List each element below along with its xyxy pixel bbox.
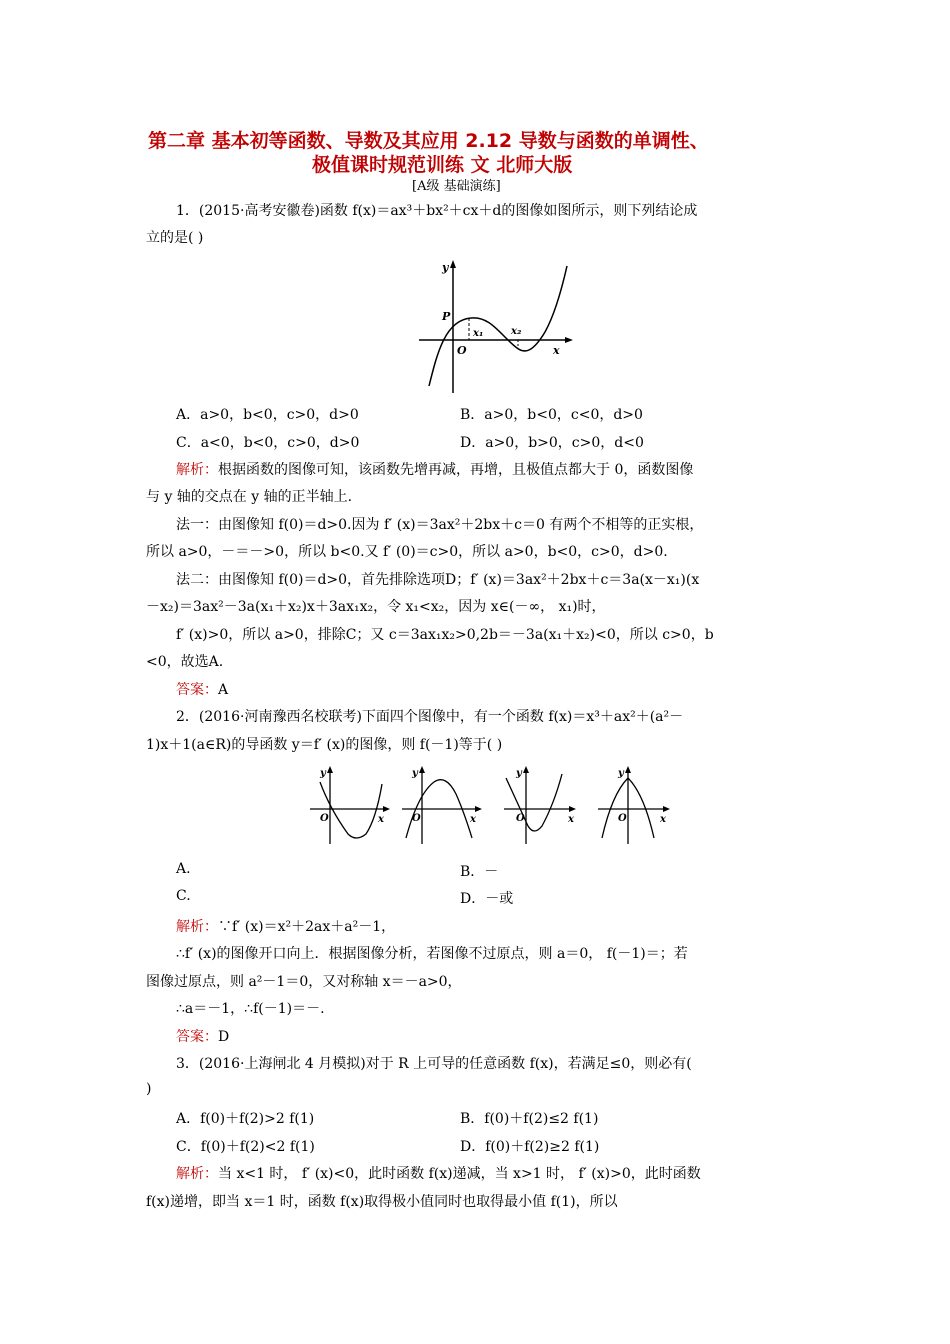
svg-text:x: x <box>470 814 476 825</box>
q2-stem-line-1: 2．(2016·河南豫西名校联考)下面四个图像中，有一个函数 f(x)＝x³＋ax²＋(a²－ <box>176 709 684 725</box>
q1-label-x: x <box>553 344 560 357</box>
q3-stem-line-2: ) <box>146 1081 152 1097</box>
svg-text:y: y <box>320 768 326 779</box>
q3-option-c: C．f(0)＋f(2)<2 f(1) <box>176 1139 315 1155</box>
q1-method2-line-1: 法二：由图像知 f(0)＝d>0，首先排除选项D；f′ (x)＝3ax²＋2bx＋c＝3a(x－x₁)(x <box>176 572 700 588</box>
q1-label-o: O <box>457 344 467 357</box>
q3-analysis-line-1: 解析：当 x<1 时， f′ (x)<0，此时函数 f(x)递减，当 x>1 时， f′ (x)>0，此时函数 <box>176 1166 701 1182</box>
q3-option-a: A．f(0)＋f(2)>2 f(1) <box>176 1111 315 1127</box>
svg-text:O: O <box>320 813 329 824</box>
q1-label-p: P <box>442 310 451 323</box>
q2-graph-2 <box>402 766 482 844</box>
q3-option-b: B．f(0)＋f(2)≤2 f(1) <box>460 1111 599 1127</box>
q2-option-d: D．－或 <box>460 891 514 907</box>
q1-method1-line-2: 所以 a>0，－＝－>0，所以 b<0.又 f′ (0)＝c>0，所以 a>0，b<0，c>0，d>0. <box>146 544 668 560</box>
svg-text:O: O <box>412 813 421 824</box>
q1-label-x2: x₂ <box>511 326 522 337</box>
svg-text:O: O <box>618 813 627 824</box>
q1-method2-line-4: <0，故选A. <box>146 654 224 670</box>
q2-stem-line-2: 1)x＋1(a∈R)的导函数 y＝f′ (x)的图像，则 f(－1)等于( ) <box>146 737 503 753</box>
q1-method2-line-2: －x₂)＝3ax²－3a(x₁＋x₂)x＋3ax₁x₂，令 x₁<x₂，因为 x∈(－∞， x₁)时， <box>146 599 606 615</box>
svg-text:x: x <box>660 814 666 825</box>
title-line-2: 极值课时规范训练 文 北师大版 <box>312 154 573 176</box>
q2-option-c: C. <box>176 888 191 904</box>
q1-answer: 答案：A <box>176 682 229 698</box>
q1-analysis-line-1: 解析：根据函数的图像可知，该函数先增再减，再增，且极值点都大于 0，函数图像 <box>176 462 694 478</box>
q2-analysis-line-1: 解析：∵f′ (x)＝x²＋2ax＋a²－1， <box>176 919 396 935</box>
q2-option-a: A. <box>176 861 191 877</box>
q3-analysis-line-2: f(x)递增，即当 x＝1 时，函数 f(x)取得极小值同时也取得最小值 f(1)，所以 <box>146 1194 618 1210</box>
q2-answer: 答案：D <box>176 1029 230 1045</box>
q2-analysis-line-2: ∴f′ (x)的图像开口向上．根据图像分析，若图像不过原点，则 a＝0， f(－1)＝；若 <box>176 946 688 962</box>
q1-method1-line-1: 法一：由图像知 f(0)＝d>0.因为 f′ (x)＝3ax²＋2bx＋c＝0 有两个不相等的正实根， <box>176 517 704 533</box>
q1-option-d: D．a>0，b>0，c>0，d<0 <box>460 435 644 451</box>
level-label: [A级 基础演练] <box>412 179 501 194</box>
svg-text:y: y <box>412 768 418 779</box>
q1-cubic-graph <box>405 258 580 398</box>
svg-text:y: y <box>516 768 522 779</box>
q1-stem-line-1: 1．(2015·高考安徽卷)函数 f(x)＝ax³＋bx²＋cx＋d的图像如图所示，则下列结论成 <box>176 203 698 219</box>
q3-stem-line-1: 3．(2016·上海闸北 4 月模拟)对于 R 上可导的任意函数 f(x)，若满足≤0，则必有( <box>176 1056 692 1072</box>
svg-text:x: x <box>568 814 574 825</box>
q1-option-b: B．a>0，b<0，c<0，d>0 <box>460 407 643 423</box>
title-line-1: 第二章 基本初等函数、导数及其应用 2.12 导数与函数的单调性、 <box>148 130 709 152</box>
q2-graph-3 <box>504 766 576 844</box>
q1-analysis-line-2: 与 y 轴的交点在 y 轴的正半轴上. <box>146 489 353 505</box>
q1-method2-line-3: f′ (x)>0，所以 a>0，排除C；又 c＝3ax₁x₂>0,2b＝－3a(x₁＋x₂)<0，所以 c>0，b <box>176 627 714 643</box>
q2-option-b: B．－ <box>460 864 499 880</box>
q1-stem-line-2: 立的是( ) <box>146 230 204 246</box>
svg-text:y: y <box>618 768 624 779</box>
q1-analysis-label: 解析： <box>176 462 218 478</box>
svg-text:O: O <box>516 813 525 824</box>
q2-graph-4 <box>598 766 670 844</box>
q1-option-a: A．a>0，b<0，c>0，d>0 <box>176 407 359 423</box>
q1-label-y: y <box>442 261 449 274</box>
q1-cubic-curve <box>429 266 567 386</box>
q1-option-c: C．a<0，b<0，c>0，d>0 <box>176 435 360 451</box>
q2-analysis-line-3: 图像过原点，则 a²－1＝0，又对称轴 x＝－a>0， <box>146 974 462 990</box>
q2-analysis-line-4: ∴a＝－1，∴f(－1)＝－. <box>176 1001 325 1017</box>
q2-four-graphs <box>306 764 681 850</box>
svg-text:x: x <box>378 814 384 825</box>
q2-graph-1 <box>310 766 390 844</box>
q3-option-d: D．f(0)＋f(2)≥2 f(1) <box>460 1139 600 1155</box>
q1-label-x1: x₁ <box>473 328 484 339</box>
